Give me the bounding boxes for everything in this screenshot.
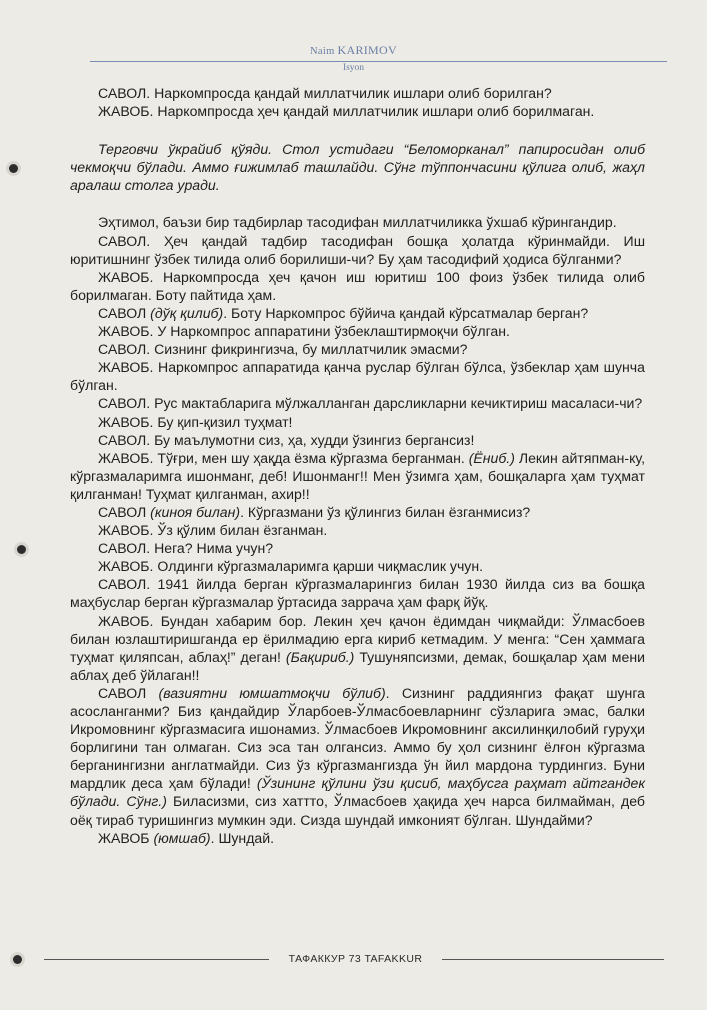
paragraph-text: САВОЛ — [98, 503, 151, 520]
article-body — [70, 84, 645, 847]
dialogue-paragraph — [70, 449, 645, 503]
paragraph-text: ЖАВОБ. Наркомпросда ҳеч қачон иш юритиш 100 фоиз ўзбек тилида олиб борилмаган. Боту пайтида ҳам. — [70, 268, 645, 303]
dialogue-paragraph — [70, 503, 645, 521]
dialogue-paragraph — [70, 684, 645, 829]
dialogue-paragraph — [70, 268, 645, 304]
dialogue-paragraph — [70, 413, 645, 431]
italic-remark: (Ёниб.) — [468, 449, 515, 466]
running-header — [0, 44, 707, 58]
paragraph-text: САВОЛ. Сизнинг фикрингизча, бу миллатчилик эмасми? — [98, 341, 468, 358]
dialogue-paragraph — [70, 102, 645, 120]
paragraph-text: ЖАВОБ. Бу қип-қизил туҳмат! — [98, 413, 293, 430]
paragraph-text: Терговчи ўкрайиб қўяди. Стол устидаги “Беломорканал” папиросидан олиб чекмоқчи бўлади. Аммо ғижимлаб ташлайди. Сўнг тўппончасини қўлига олиб, жаҳл аралаш столга уради. — [70, 141, 645, 194]
paragraph-text: ЖАВОБ. Тўғри, мен шу ҳақда ёзма кўргазма берганман. — [98, 449, 469, 466]
italic-remark: (Ўзининг қўлини ўзи қисиб, маҳбусга раҳмат айтгандек бўлади. Сўнг.) — [70, 775, 645, 810]
paragraph-text: . Сизнинг раддиянгиз фақат шунга асосланганми? Биз қандайдир Ўларбоев-Ўлмасбоевларнинг сўзларига эмас, балки Икромовнинг кўргазмасига ишонамиз. Ўлмасбоев Икромовнинг аксилинқилобий гуруҳи борлигини тан олмаган. Сиз эса тан олгансиз. Аммо бу ҳол сизнинг ёлғон кўргазма берганингизни англатмайди. Сиз ўз кўргазмангизда ўн йил мардона турдингиз. Буни мардлик деса ҳам бўлади! — [70, 684, 645, 792]
paragraph-text: САВОЛ. Ҳеч қандай тадбир тасодифан бошқа ҳолатда кўринмайди. Иш юритишнинг ўзбек тилида олиб борилиши-чи? Бу ҳам тасодифий ҳодиса бўлганми? — [70, 232, 645, 267]
paragraph-text: ЖАВОБ. Ўз қўлим билан ёзганман. — [98, 522, 328, 539]
paragraph-text: . Кўргазмани ўз қўлингиз билан ёзганмисиз? — [240, 503, 531, 520]
header-subtitle: Isyon — [342, 63, 365, 73]
paragraph-text: САВОЛ — [98, 684, 159, 701]
paragraph-text: . Шундай. — [210, 829, 275, 846]
dialogue-paragraph — [70, 431, 645, 449]
paragraph-text: САВОЛ. Нега? Нима учун? — [98, 540, 274, 557]
paragraph-text: ЖАВОБ. Олдинги кўргазмаларимга қарши чиқмаслик учун. — [98, 558, 484, 575]
italic-remark: (киноя билан) — [150, 503, 241, 520]
dialogue-paragraph — [70, 557, 645, 575]
paragraph-text: Лекин айтяпман-ку, кўргазмаларимга ишонманг, деб! Ишонманг!! Мен ўзимга ҳам, бошқаларга ҳам туҳмат қилганман! Туҳмат қилганман, ахир!! — [70, 449, 645, 502]
italic-remark: (юмшаб) — [153, 829, 211, 846]
paragraph-text: ЖАВОБ — [98, 829, 154, 846]
paragraph-text: САВОЛ. 1941 йилда берган кўргазмаларингиз билан 1930 йилда сиз ва бошқа маҳбуслар берган кўргазмалар ўртасида заррача ҳам фарқ йўқ. — [70, 576, 645, 611]
paragraph-text: САВОЛ. Бу маълумотни сиз, ҳа, худди ўзингиз бергансиз! — [98, 431, 475, 448]
paragraph-text: САВОЛ. Наркомпросда қандай миллатчилик ишлари олиб борилган? — [98, 85, 552, 101]
dialogue-paragraph — [70, 575, 645, 611]
italic-remark: (Бақириб.) — [285, 648, 355, 665]
dialogue-paragraph — [70, 539, 645, 557]
paragraph-text: Биласизми, сиз хаттто, Ўлмасбоев ҳақида ҳеч нарса билмайман, деб оёқ тираб туришингиз мумкин эди. Сизда шундай имконият бўлган. Шундайми? — [70, 793, 645, 828]
paragraph-text: Тушуняпсизми, демак, бошқалар ҳам мени аблаҳ деб ўйлаган!! — [70, 648, 645, 683]
dialogue-paragraph — [70, 232, 645, 268]
binder-hole-icon — [17, 545, 26, 554]
dialogue-paragraph — [70, 358, 645, 394]
dialogue-paragraph — [70, 213, 645, 231]
dialogue-paragraph — [70, 322, 645, 340]
paragraph-text: САВОЛ. Рус мактабларига мўлжалланган дарсликларни кечиктириш масаласи-чи? — [98, 395, 643, 412]
paragraph-text: Эҳтимол, баъзи бир тадбирлар тасодифан миллатчиликка ўхшаб кўрингандир. — [98, 214, 617, 231]
author-first-name: Naim — [310, 46, 335, 57]
dialogue-paragraph — [70, 394, 645, 412]
page-footer — [32, 951, 664, 967]
italic-remark: (дўқ қилиб) — [150, 304, 224, 321]
dialogue-paragraph — [70, 304, 645, 322]
footer-rule-right — [442, 959, 664, 960]
italic-remark: (вазиятни юмшатмоқчи бўлиб) — [158, 684, 386, 701]
paragraph-text: ЖАВОБ. Наркомпрос аппаратида қанча руслар бўлган бўлса, ўзбеклар ҳам шунча бўлган. — [70, 359, 645, 394]
header-rule — [90, 61, 667, 62]
dialogue-paragraph — [70, 340, 645, 358]
binder-hole-icon — [13, 955, 22, 964]
footer-rule-left — [44, 959, 269, 960]
paragraph-text: ЖАВОБ. Наркомпросда ҳеч қандай миллатчилик ишлари олиб борилмаган. — [98, 103, 595, 120]
dialogue-paragraph — [70, 612, 645, 684]
paragraph-text: . Боту Наркомпрос бўйича қандай кўрсатмалар берган? — [223, 304, 589, 321]
binder-hole-icon — [9, 164, 18, 173]
dialogue-paragraph — [70, 829, 645, 847]
header-author — [0, 44, 707, 58]
paragraph-text: ЖАВОБ. У Наркомпрос аппаратини ўзбеклаштирмоқчи бўлган. — [98, 323, 510, 340]
stage-direction — [70, 140, 645, 194]
author-last-name: KARIMOV — [337, 43, 397, 57]
footer-label: ТАФАККУР 73 TAFAKKUR — [288, 953, 423, 965]
paragraph-text: ЖАВОБ. Бундан хабарим бор. Лекин ҳеч қачон ёдимдан чиқмайди: Ўлмасбоев билан юзлаштиришганда ер ёрилмадию ерга кириб кетмадим. У менга: “Сен ҳаммага туҳмат қиляпсан, аблаҳ!” деган! — [70, 612, 645, 665]
dialogue-paragraph — [70, 521, 645, 539]
paragraph-text: САВОЛ — [98, 304, 151, 321]
dialogue-paragraph — [70, 84, 645, 102]
